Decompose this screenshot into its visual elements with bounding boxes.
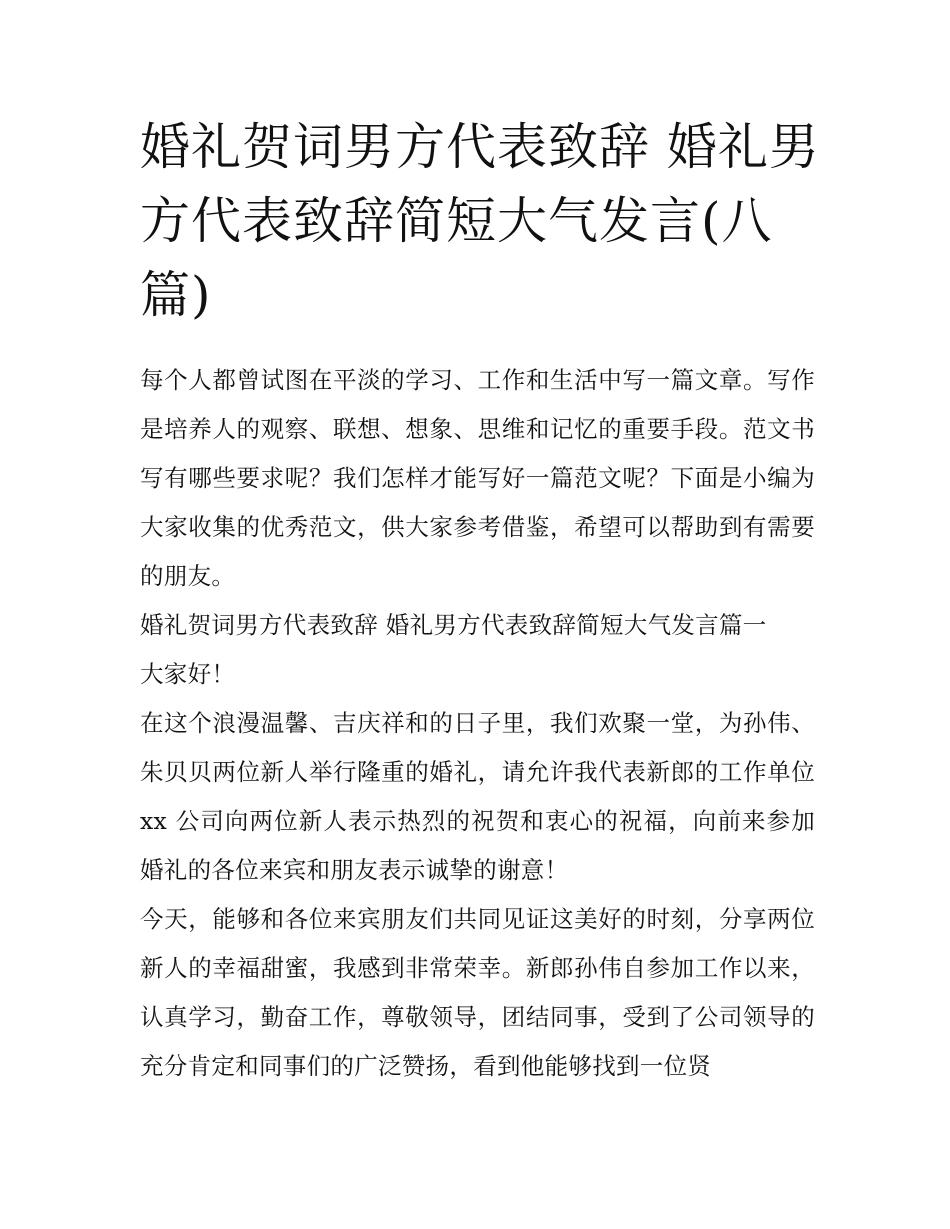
- document-body: [140, 356, 815, 1091]
- greeting-paragraph: 大家好！: [140, 660, 236, 688]
- section-heading: 婚礼贺词男方代表致辞 婚礼男方代表致辞简短大气发言篇一: [140, 611, 767, 639]
- body-paragraph: 在这个浪漫温馨、吉庆祥和的日子里，我们欢聚一堂，为孙伟、朱贝贝两位新人举行隆重的婚礼，请允许我代表新郎的工作单位 xx 公司向两位新人表示热烈的祝贺和衷心的祝福，向前来参加婚礼的各位来宾和朋友表示诚挚的谢意！: [140, 709, 815, 884]
- intro-paragraph: 每个人都曾试图在平淡的学习、工作和生活中写一篇文章。写作是培养人的观察、联想、想象、思维和记忆的重要手段。范文书写有哪些要求呢？我们怎样才能写好一篇范文呢？下面是小编为大家收集的优秀范文，供大家参考借鉴，希望可以帮助到有需要的朋友。: [140, 366, 815, 590]
- document-title: 婚礼贺词男方代表致辞 婚礼男方代表致辞简短大气发言(八篇): [140, 118, 820, 324]
- body-paragraph: 今天，能够和各位来宾朋友们共同见证这美好的时刻，分享两位新人的幸福甜蜜，我感到非常荣幸。新郎孙伟自参加工作以来，认真学习，勤奋工作，尊敬领导，团结同事，受到了公司领导的充分肯定和同事们的广泛赞扬，看到他能够找到一位贤: [140, 905, 815, 1080]
